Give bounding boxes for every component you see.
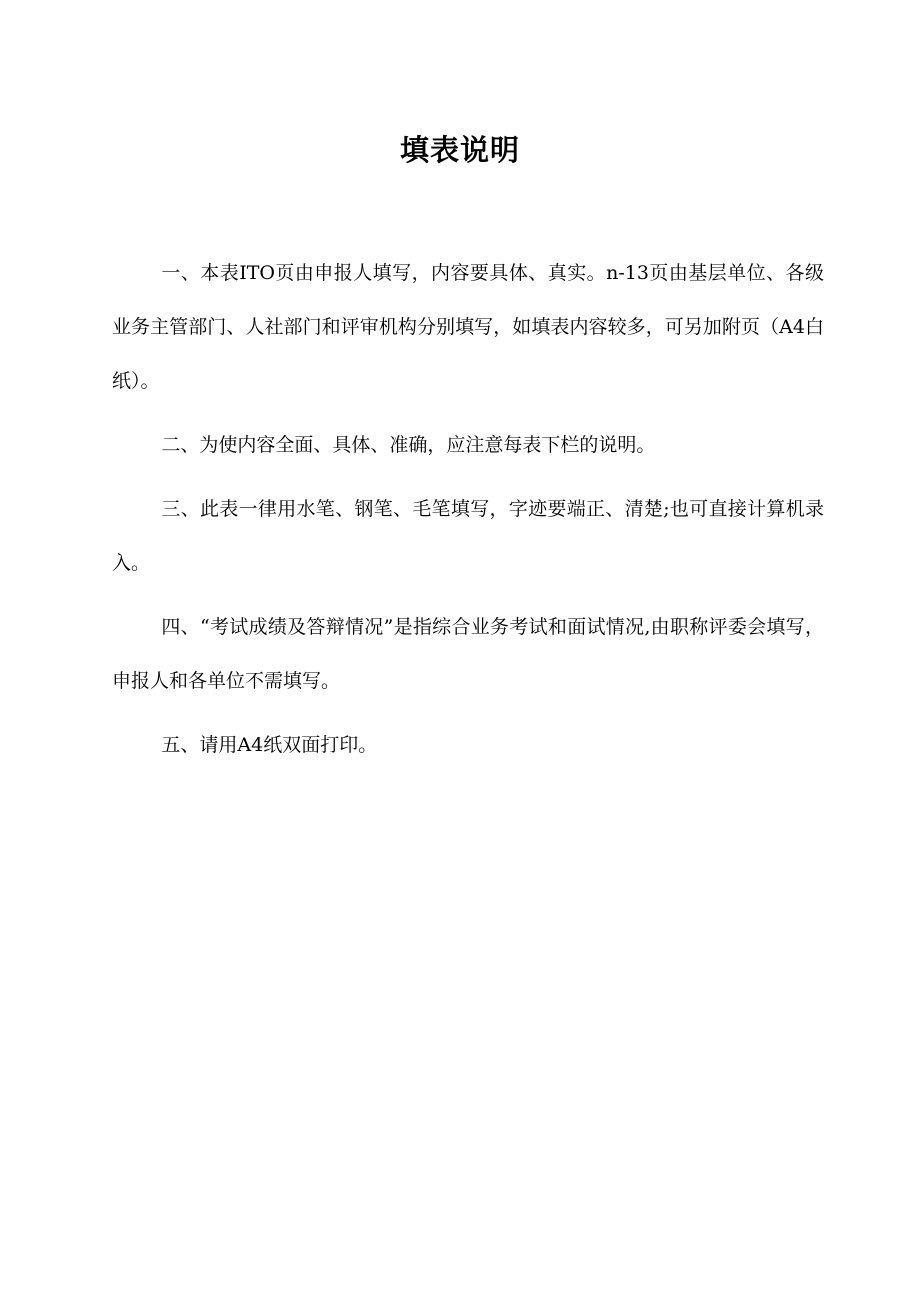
instruction-paragraph-3: 三、此表一律用水笔、钢笔、毛笔填写，字迹要端正、清楚;也可直接计算机录入。 [112, 498, 824, 574]
instruction-paragraph-1: 一、本表ITO页由申报人填写，内容要具体、真实。n-13页由基层单位、各级业务主管部门、人社部门和评审机构分别填写，如填表内容较多，可另加附页（A4白纸）。 [112, 262, 824, 392]
instructions-body [112, 246, 824, 782]
instruction-paragraph-4: 四、“考试成绩及答辩情况”是指综合业务考试和面试情况,由职称评委会填写，申报人和各单位不需填写。 [112, 616, 824, 692]
instruction-paragraph-2: 二、为使内容全面、具体、准确，应注意每表下栏的说明。 [161, 434, 656, 456]
instruction-paragraph-5: 五、请用A4纸双面打印。 [161, 734, 378, 756]
page-title: 填表说明 [399, 133, 520, 167]
